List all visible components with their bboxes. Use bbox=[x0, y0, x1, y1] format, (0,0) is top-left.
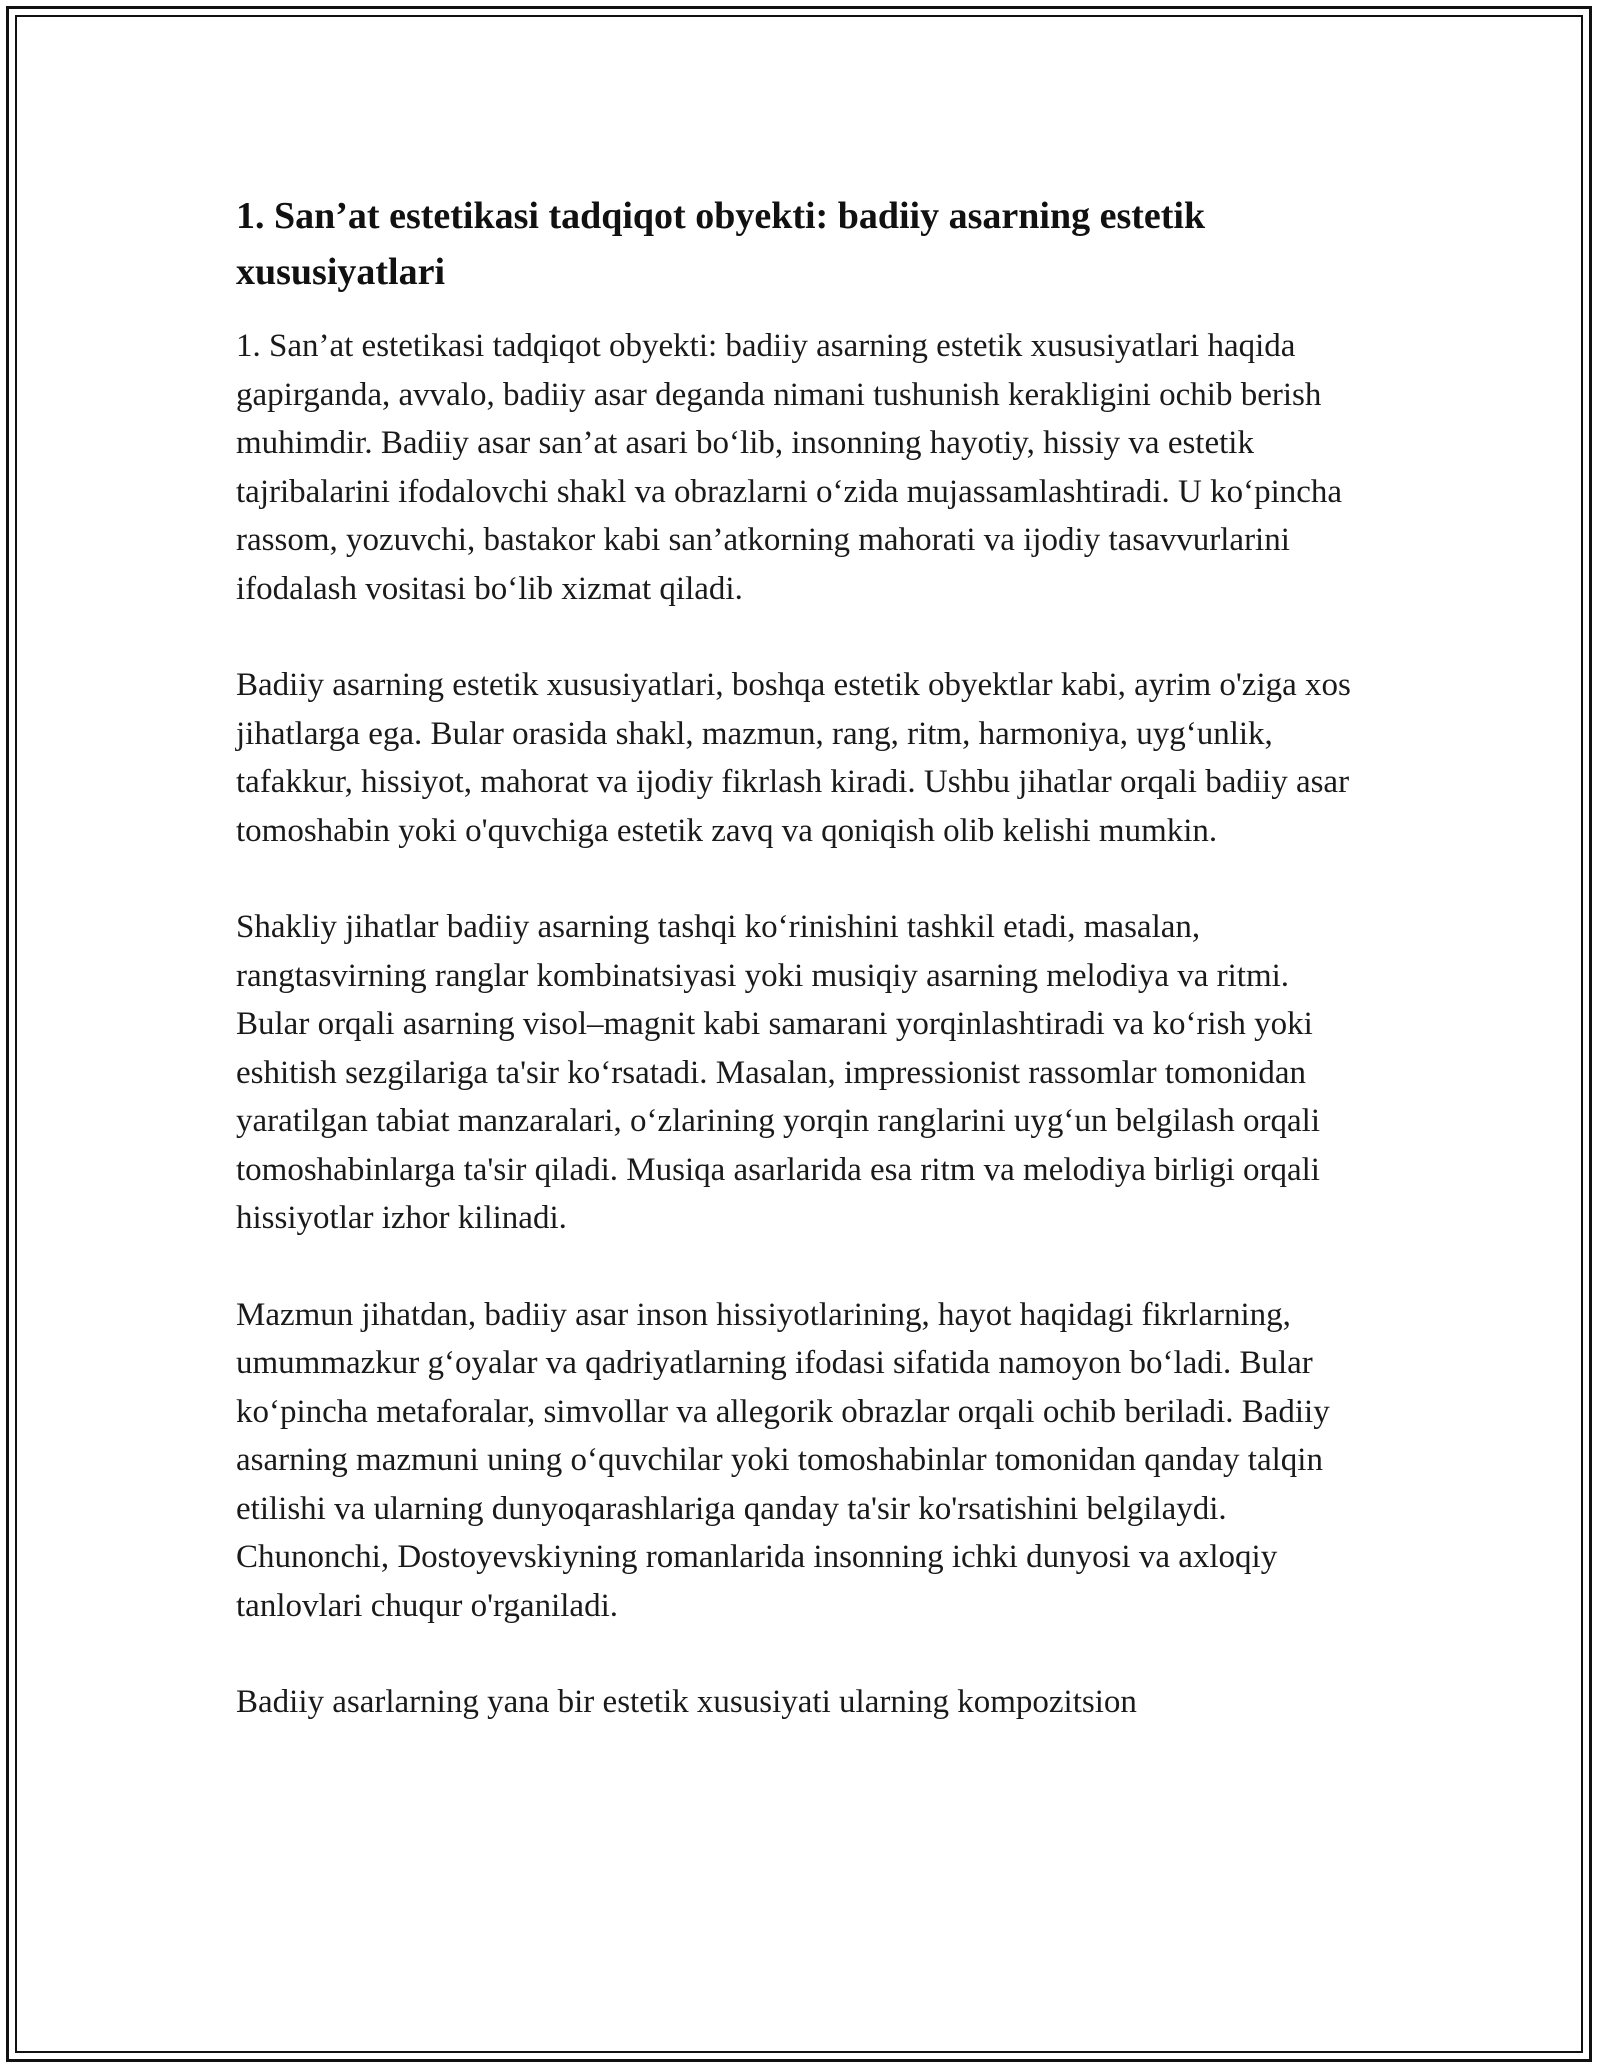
paragraph-2: Badiiy asarning estetik xususiyatlari, boshqa estetik obyektlar kabi, ayrim o'ziga xos jihatlarga ega. Bular orasida shakl, mazmun, rang, ritm, harmoniya, uyg‘unlik, tafakkur, hissiyot, mahorat va ijodiy fikrlash kiradi. Ushbu jihatlar orqali badiiy asar tomoshabin yoki o'quvchiga estetik zavq va qoniqish olib kelishi mumkin. bbox=[236, 667, 1351, 849]
paragraph-3: Shakliy jihatlar badiiy asarning tashqi ko‘rinishini tashkil etadi, masalan, rangtasvirning ranglar kombinatsiyasi yoki musiqiy asarning melodiya va ritmi. Bular orqali asarning visol–magnit kabi samarani yorqinlashtiradi va ko‘rish yoki eshitish sezgilariga ta'sir ko‘rsatadi. Masalan, impressionist rassomlar tomonidan yaratilgan tabiat manzaralari, o‘zlarining yorqin ranglarini uyg‘un belgilash orqali tomoshabinlarga ta'sir qiladi. Musiqa asarlarida esa ritm va melodiya birligi orqali hissiyotlar izhor kilinadi. bbox=[236, 909, 1321, 1236]
paragraph-5: Badiiy asarlarning yana bir estetik xususiyati ularning kompozitsion bbox=[236, 1684, 1137, 1720]
paragraph-1: 1. San’at estetikasi tadqiqot obyekti: badiiy asarning estetik xususiyatlari haqida gapirganda, avvalo, badiiy asar deganda nimani tushunish kerakligini ochib berish muhimdir. Badiiy asar san’at asari bo‘lib, insonning hayotiy, hissiy va estetik tajribalarini ifodalovchi shakl va obrazlarni o‘zida mujassamlashtiradi. U ko‘pincha rassom, yozuvchi, bastakor kabi san’atkorning mahorati va ijodiy tasavvurlarini ifodalash vositasi bo‘lib xizmat qiladi. bbox=[236, 328, 1343, 607]
paragraph-4: Mazmun jihatdan, badiiy asar inson hissiyotlarining, hayot haqidagi fikrlarning, umummazkur g‘oyalar va qadriyatlarning ifodasi sifatida namoyon bo‘ladi. Bular ko‘pincha metaforalar, simvollar va allegorik obrazlar orqali ochib beriladi. Badiiy asarning mazmuni uning o‘quvchilar yoki tomoshabinlar tomonidan qanday talqin etilishi va ularning dunyoqarashlariga qanday ta'sir ko'rsatishini belgilaydi. Chunonchi, Dostoyevskiyning romanlarida insonning ichki dunyosi va axloqiy tanlovlari chuqur o'rganiladi. bbox=[236, 1296, 1330, 1624]
document-body bbox=[236, 188, 1366, 1775]
document-title: 1. San’at estetikasi tadqiqot obyekti: badiiy asarning estetik xususiyatlari bbox=[236, 195, 1206, 293]
